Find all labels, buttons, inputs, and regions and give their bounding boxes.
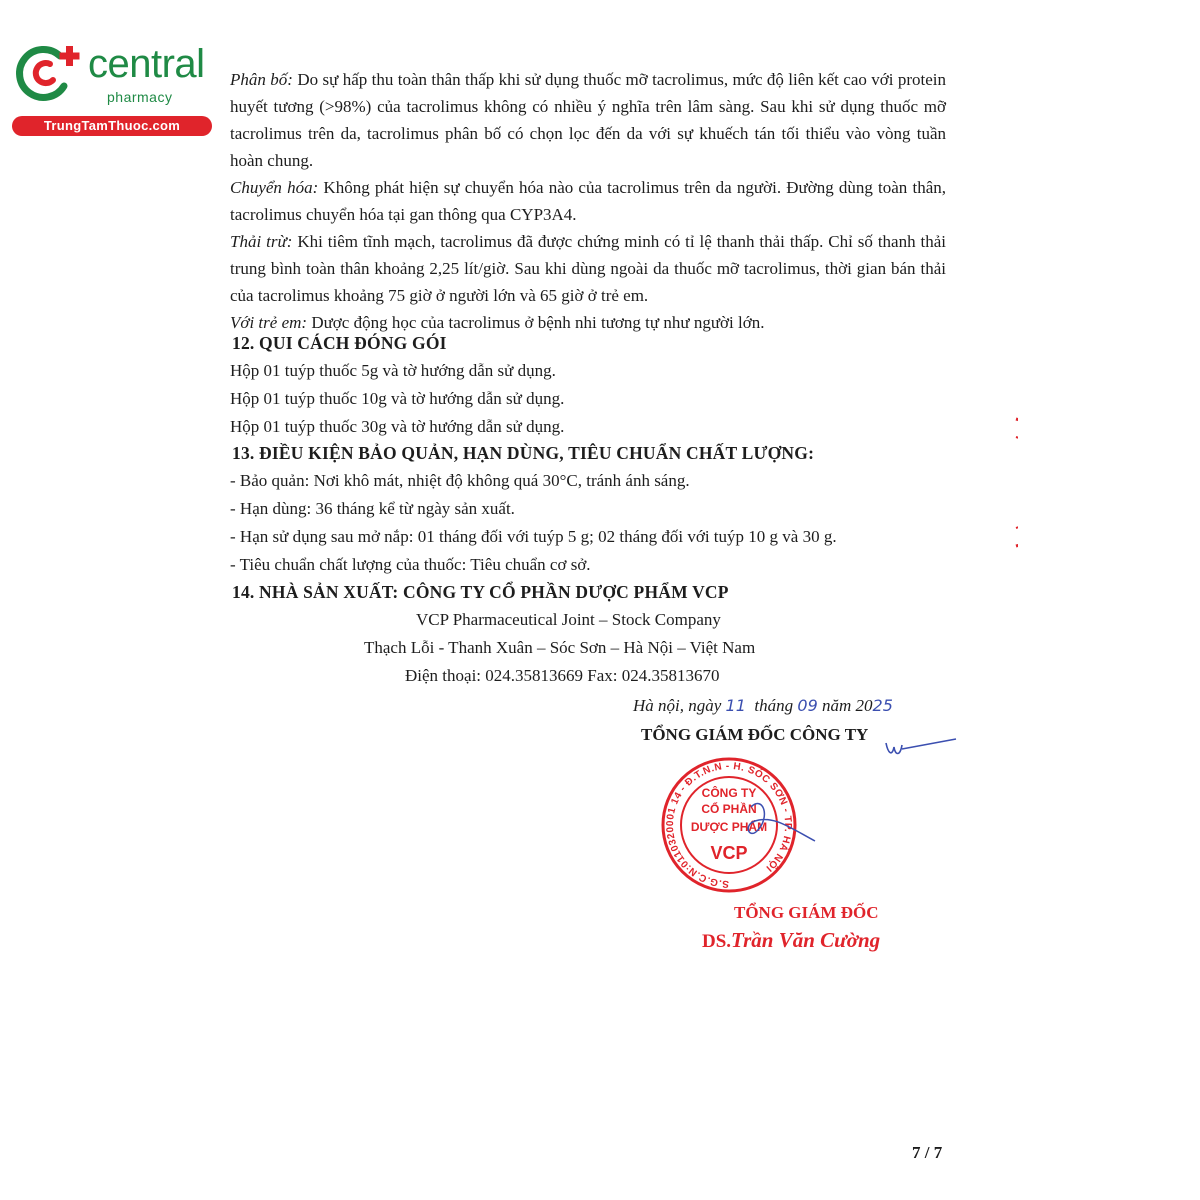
company-stamp-icon [639, 755, 819, 895]
date-year-suffix: 25 [872, 696, 893, 715]
stamp-line-2: CỔ PHẦN [701, 802, 757, 816]
manufacturer-address: Thạch Lỗi - Thanh Xuân – Sóc Sơn – Hà Nội – Việt Nam [364, 638, 756, 657]
distribution-text: Do sự hấp thu toàn thân thấp khi sử dụng thuốc mỡ tacrolimus, mức độ liên kết cao với protein huyết tương (>98%) của tacrolimus không có nhiều ý nghĩa trên lâm sàng. Sau khi sử dụng thuốc mỡ tacrolimus trên da, tacrolimus phân bố có chọn lọc đến da với sự khuếch tán tối thiểu vào vòng tuần hoàn chung. [230, 70, 946, 170]
storage-item: - Tiêu chuẩn chất lượng của thuốc: Tiêu chuẩn cơ sở. [230, 555, 591, 574]
brand-logo [8, 38, 213, 138]
date-month-label: tháng [754, 696, 794, 715]
metabolism-text: Không phát hiện sự chuyển hóa nào của tacrolimus trên da người. Đường dùng toàn thân, tacrolimus chuyển hóa tại gan thông qua CYP3A4. [230, 178, 946, 224]
packaging-item: Hộp 01 tuýp thuốc 30g và tờ hướng dẫn sử dụng. [230, 417, 565, 436]
central-pharmacy-logo-icon [12, 42, 84, 104]
section-12-heading: 12. QUI CÁCH ĐÓNG GÓI [232, 333, 447, 353]
storage-item: - Bảo quản: Nơi khô mát, nhiệt độ không quá 30°C, tránh ánh sáng. [230, 471, 690, 490]
manufacturer-english-name: VCP Pharmaceutical Joint – Stock Company [416, 610, 721, 629]
children-text: Dược động học của tacrolimus ở bệnh nhi tương tự như người lớn. [307, 313, 765, 332]
stamp-ring-text: S.G.C.N:0110320001 14 - Đ.T.N.N - H. SÓC SƠN - TP. HÀ NỘI [664, 760, 794, 890]
issue-date [633, 696, 893, 716]
page-seal-edge-icon [978, 415, 1018, 550]
distribution-label: Phân bố: [230, 70, 293, 89]
manufacturer-contact: Điện thoại: 024.35813669 Fax: 024.35813670 [405, 666, 720, 685]
packaging-item: Hộp 01 tuýp thuốc 5g và tờ hướng dẫn sử dụng. [230, 361, 556, 380]
children-paragraph [230, 309, 946, 336]
storage-item: - Hạn dùng: 36 tháng kể từ ngày sản xuất. [230, 499, 515, 518]
signature-prefix: DS. [702, 931, 732, 952]
page-number: 7 / 7 [912, 1143, 943, 1162]
signature-title: TỔNG GIÁM ĐỐC [734, 903, 879, 922]
date-day: 11 [725, 696, 746, 715]
pharmacokinetics-text [230, 66, 946, 336]
logo-website: TrungTamThuoc.com [12, 116, 212, 136]
metabolism-label: Chuyển hóa: [230, 178, 319, 197]
logo-name: central [88, 42, 205, 86]
stamp-line-3: DƯỢC PHẨM [690, 820, 768, 834]
ceo-title: TỔNG GIÁM ĐỐC CÔNG TY [641, 725, 869, 744]
storage-item: - Hạn sử dụng sau mở nắp: 01 tháng đối với tuýp 5 g; 02 tháng đối với tuýp 10 g và 30 g. [230, 527, 837, 546]
date-month: 09 [797, 696, 818, 715]
elimination-label: Thải trừ: [230, 232, 293, 251]
packaging-item: Hộp 01 tuýp thuốc 10g và tờ hướng dẫn sử dụng. [230, 389, 565, 408]
distribution-paragraph [230, 66, 946, 174]
section-13-heading: 13. ĐIỀU KIỆN BẢO QUẢN, HẠN DÙNG, TIÊU CHUẨN CHẤT LƯỢNG: [232, 443, 815, 463]
stamp-line-4: VCP [710, 843, 748, 863]
children-label: Với trẻ em: [230, 313, 308, 332]
section-14-heading: 14. NHÀ SẢN XUẤT: CÔNG TY CỔ PHẦN DƯỢC PHẨM VCP [232, 582, 729, 602]
date-year-label: năm 20 [822, 696, 873, 715]
metabolism-paragraph [230, 174, 946, 228]
initial-mark-icon [880, 733, 960, 763]
stamp-line-1: CÔNG TY [701, 786, 757, 800]
signature-full-name: Trần Văn Cường [731, 928, 881, 952]
date-prefix: Hà nội, ngày [633, 696, 722, 715]
signature-name [702, 928, 880, 953]
elimination-paragraph [230, 228, 946, 309]
elimination-text: Khi tiêm tĩnh mạch, tacrolimus đã được chứng minh có tỉ lệ thanh thải thấp. Chỉ số thanh thải trung bình toàn thân khoảng 2,25 lít/giờ. Sau khi dùng ngoài da thuốc mỡ tacrolimus, thời gian bán thải của tacrolimus khoảng 75 giờ ở người lớn và 65 giờ ở trẻ em. [230, 232, 947, 305]
logo-subtitle: pharmacy [107, 89, 173, 105]
